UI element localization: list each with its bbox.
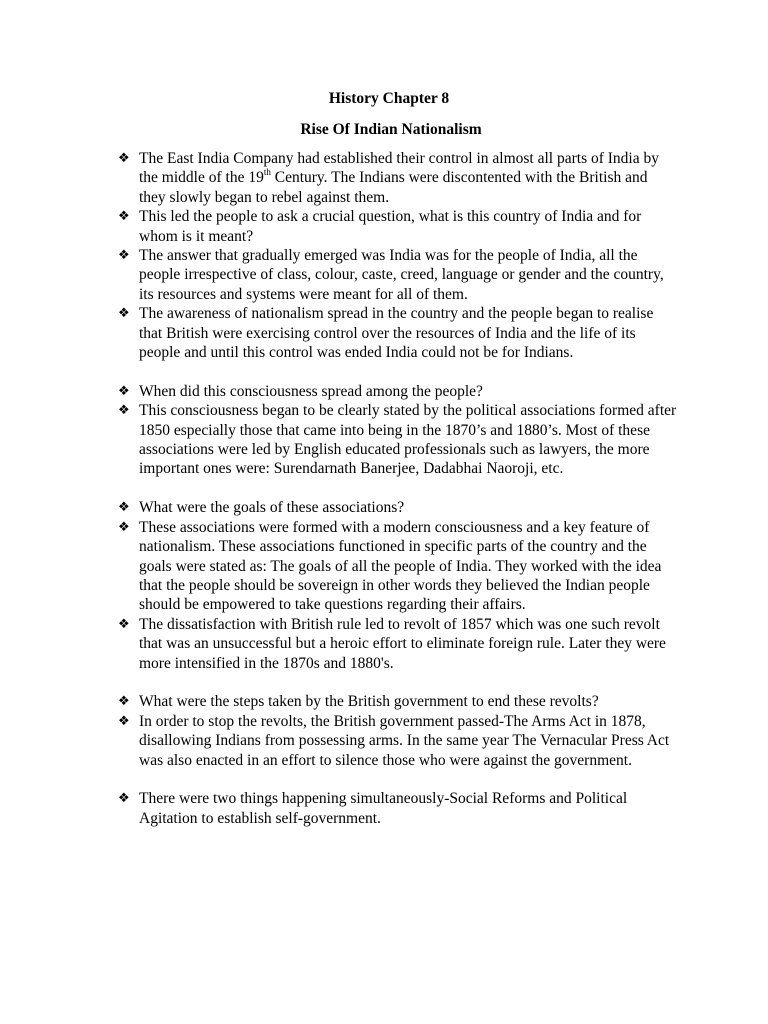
list-item-text: The dissatisfaction with British rule led to revolt of 1857 which was one such revolt that was an unsuccessful but a heroic effort to eliminate foreign rule. Later they were more intensified in the 1870s and 1880's. [139,615,666,672]
bullet-list [118,149,678,828]
list-item [118,615,678,673]
list-item [118,382,678,401]
list-item-text: What were the steps taken by the British government to end these revolts? [139,693,599,711]
list-item-text: The East India Company had established their control in almost all parts of India by the middle of the 19th Century. The Indians were discontented with the British and they slowly began to rebel against them. [139,150,659,206]
chapter-title: Rise Of Indian Nationalism [300,121,482,138]
list-item [118,692,678,711]
diamond-bullet-icon: ❖ [118,519,130,535]
diamond-bullet-icon: ❖ [118,791,130,807]
diamond-bullet-icon: ❖ [118,248,130,264]
list-item-text: The answer that gradually emerged was India was for the people of India, all the people irrespective of class, colour, caste, creed, language or gender and the country, its resources and systems were meant for all of them. [139,247,664,303]
list-item-text: This led the people to ask a crucial question, what is this country of India and for whom is it meant? [139,208,642,245]
diamond-bullet-icon: ❖ [118,151,130,166]
list-item [118,712,678,770]
diamond-bullet-icon: ❖ [118,694,130,710]
diamond-bullet-icon: ❖ [118,306,130,322]
list-item-text: When did this consciousness spread among the people? [139,382,483,400]
list-item-text: What were the goals of these associations? [139,499,405,517]
list-item-text: There were two things happening simultaneously-Social Reforms and Political Agitation to establish self-government. [139,790,628,827]
diamond-bullet-icon: ❖ [118,713,130,729]
list-item-text: In order to stop the revolts, the British government passed-The Arms Act in 1878, disallowing Indians from possessing arms. In the same year The Vernacular Press Act was also enacted in an effort to silence those who were against the government. [139,712,670,769]
chapter-heading: History Chapter 8 [328,90,450,107]
list-item [118,789,678,828]
list-item [118,246,678,304]
diamond-bullet-icon: ❖ [118,209,130,225]
diamond-bullet-icon: ❖ [118,383,130,399]
diamond-bullet-icon: ❖ [118,403,130,419]
diamond-bullet-icon: ❖ [118,500,130,516]
list-item [118,401,678,479]
list-item-text: These associations were formed with a modern consciousness and a key feature of nationalism. These associations functioned in specific parts of the country and the goals were stated as: The goals of all the people of India. They worked with the idea that the people should be sovereign in other words they believed the Indian people should be empowered to take questions regarding their affairs. [139,518,662,614]
list-item [118,207,678,246]
diamond-bullet-icon: ❖ [118,616,130,632]
list-item [118,304,678,362]
list-item [118,498,678,517]
list-item [118,149,678,207]
list-item [118,518,678,615]
list-item-text: The awareness of nationalism spread in the country and the people began to realise that British were exercising control over the resources of India and the life of its people and until this control was ended India could not be for Indians. [139,305,654,362]
list-item-text: This consciousness began to be clearly stated by the political associations formed after 1850 especially those that came into being in the 1870’s and 1880’s. Most of these associations were led by English educated professionals such as lawyers, the more important ones were: Surendarnath Banerjee, Dadabhai Naoroji, etc. [139,402,677,478]
